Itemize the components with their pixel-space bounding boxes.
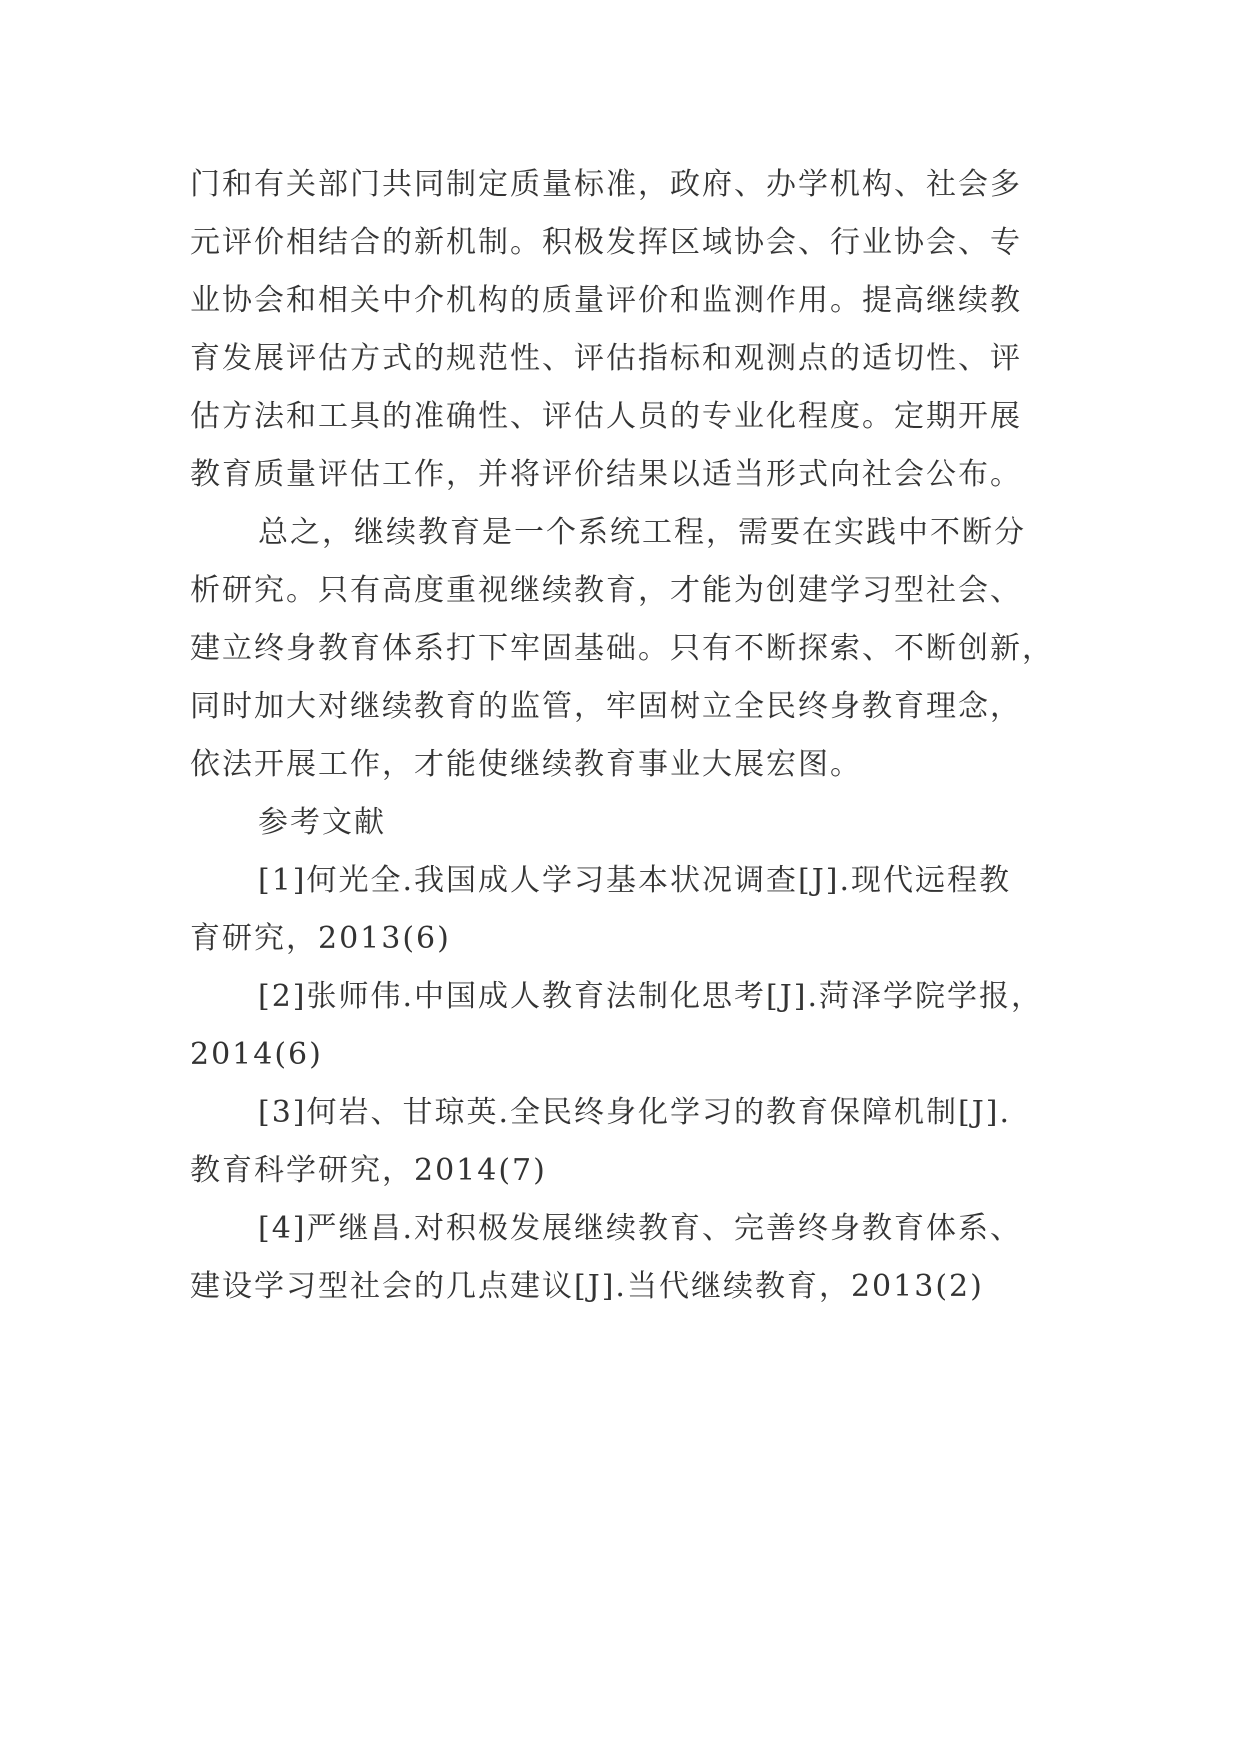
paragraph-line: 教育质量评估工作，并将评价结果以适当形式向社会公布。: [190, 457, 1022, 492]
paragraph-line: 析研究。只有高度重视继续教育，才能为创建学习型社会、: [190, 573, 1022, 608]
paragraph-line: 元评价相结合的新机制。积极发挥区域协会、行业协会、专: [190, 225, 1022, 260]
references-heading: 参考文献: [258, 805, 386, 840]
reference-line: 育研究，2013(6): [190, 921, 451, 956]
paragraph-line: 业协会和相关中介机构的质量评价和监测作用。提高继续教: [190, 283, 1022, 318]
paragraph-line: 总之，继续教育是一个系统工程，需要在实践中不断分: [258, 515, 1026, 550]
reference-line: [3]何岩、甘琼英.全民终身化学习的教育保障机制[J].: [258, 1095, 1012, 1130]
reference-line: 2014(6): [190, 1037, 323, 1072]
reference-line: 建设学习型社会的几点建议[J].当代继续教育，2013(2): [190, 1269, 984, 1304]
paragraph-line: 估方法和工具的准确性、评估人员的专业化程度。定期开展: [190, 399, 1022, 434]
paragraph-line: 同时加大对继续教育的监管，牢固树立全民终身教育理念，: [190, 689, 1022, 724]
reference-line: [2]张师伟.中国成人教育法制化思考[J].菏泽学院学报，: [258, 979, 1044, 1014]
paragraph-line: 依法开展工作，才能使继续教育事业大展宏图。: [190, 747, 862, 782]
paragraph-line: 育发展评估方式的规范性、评估指标和观测点的适切性、评: [190, 341, 1022, 376]
reference-line: 教育科学研究，2014(7): [190, 1153, 547, 1188]
paragraph-line: 建立终身教育体系打下牢固基础。只有不断探索、不断创新，: [190, 631, 1054, 666]
paragraph-line: 门和有关部门共同制定质量标准，政府、办学机构、社会多: [190, 167, 1022, 202]
reference-line: [1]何光全.我国成人学习基本状况调查[J].现代远程教: [258, 863, 1012, 898]
reference-line: [4]严继昌.对积极发展继续教育、完善终身教育体系、: [258, 1211, 1023, 1246]
